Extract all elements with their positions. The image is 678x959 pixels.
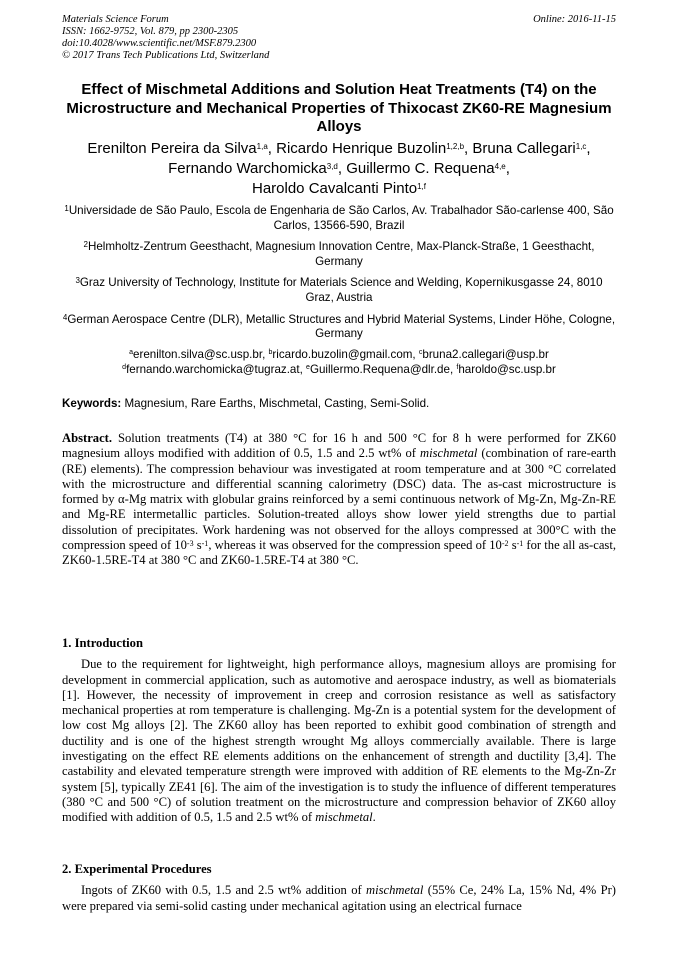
affiliation: $^2$Helmholtz-Zentrum Geesthacht, Magnesium Innovation Centre, Max-Planck-Straße, 1 Geesthacht, Germany xyxy=(83,240,595,268)
author: Haroldo Cavalcanti Pinto$^{1,f}$ xyxy=(252,180,426,197)
section-introduction xyxy=(62,636,616,826)
section-experimental xyxy=(62,862,616,914)
journal-name: Materials Science Forum xyxy=(62,14,169,25)
paper-title: Effect of Mischmetal Additions and Solution Heat Treatments (T4) on the Microstructure and Mechanical Properties of Thixocast ZK60-RE Magnesium Alloys xyxy=(66,81,612,135)
keywords-label: Keywords: xyxy=(62,397,122,410)
page-header xyxy=(62,14,616,62)
issn: ISSN: 1662-9752, Vol. 879, pp 2300-2305 xyxy=(62,26,239,37)
author-list xyxy=(52,139,626,199)
journal-info xyxy=(62,14,269,62)
online-date: Online: 2016-11-15 xyxy=(533,14,616,25)
author: Erenilton Pereira da Silva$^{1,a}$, xyxy=(87,140,277,157)
author: Guillermo C. Requena$^{4,e}$, xyxy=(346,160,510,177)
affiliation: $^4$German Aerospace Centre (DLR), Metallic Structures and Hybrid Material Systems, Linder Höhe, Cologne, Germany xyxy=(62,312,616,341)
paragraph: Due to the requirement for lightweight, high performance alloys, magnesium alloys are promising for development in commercial application, such as automotive and aerospace industry, as well as biomaterials [1]. However, the necessity of improvement in creep and corrosion resistance as well as satisfactory mechanical properties at rom temperature is challenging. Mg-Zn is a potential system for the development of low cost Mg alloys [2]. The ZK60 alloy has been reported to exhibit good combination of strength and ductility and is one of the highest strength wrought Mg alloys commercially available. There is large investigating on the effect RE elements additions on the enhancement of strength and ductility [3,4]. The castability and elevated temperature strength were improved with addition of RE elements to the Mg-Zn-Zr system [5], typically ZE41 [6]. The aim of the investigation is to study the influence of different temperatures (380 °C and 500 °C) of solution treatment on the microstructure and compression behavior of ZK60 alloy modified with addition of 0.5, 1.5 and 2.5 wt% of mischmetal. xyxy=(62,657,616,825)
author: Bruna Callegari$^{1,c}$, xyxy=(472,140,591,157)
section-heading: 2. Experimental Procedures xyxy=(62,862,212,876)
keywords-text: Magnesium, Rare Earths, Mischmetal, Casting, Semi-Solid. xyxy=(121,397,430,410)
email-list xyxy=(62,348,616,377)
abstract: Abstract. Solution treatments (T4) at 380 °C for 16 h and 500 °C for 8 h were performed for ZK60 magnesium alloys modified with addition of 0.5, 1.5 and 2.5 wt% of mischmetal (combination of rare-earth (RE) elements). The compression behaviour was investigated at room temperature and at 300 °C correlated with the microstructure and differential scanning calorimetry (DSC) data. The as-cast microstructure is formed by α-Mg matrix with globular grains reinforced by a semi continuous network of Mg-Zn, Mg-Zn-RE and Mg-RE intermetallic particles. Solution-treated alloys show lower yield strengths due to partial dissolution of precipitates. Work hardening was not observed for the alloys compressed at 300°C with the compression speed of $10^{-3}$ $s^{-1}$, whereas it was observed for the compression speed of $10^{-2}$ $s^{-1}$ for the all as-cast, ZK60-1.5RE-T4 at 380 °C and ZK60-1.5RE-T4 at 380 °C. xyxy=(62,431,616,568)
keywords xyxy=(62,397,616,411)
section-heading: 1. Introduction xyxy=(62,636,143,650)
email[interactable]: $^b$ricardo.buzolin@gmail.com, xyxy=(268,348,419,361)
email[interactable]: $^e$Guillermo.Requena@dlr.de, xyxy=(306,362,457,376)
author: Fernando Warchomicka$^{3,d}$, xyxy=(168,160,347,177)
email[interactable]: $^f$haroldo@sc.usp.br xyxy=(456,362,556,376)
paragraph: Ingots of ZK60 with 0.5, 1.5 and 2.5 wt% addition of mischmetal (55% Ce, 24% La, 15% Nd, 4% Pr) were prepared via semi-solid casting under mechanical agitation using an electrical furnace xyxy=(62,883,616,913)
abstract-label: Abstract. xyxy=(62,431,113,445)
author: Ricardo Henrique Buzolin$^{1,2,b}$, xyxy=(276,140,473,157)
email[interactable]: $^a$erenilton.silva@sc.usp.br, xyxy=(129,348,269,361)
affiliations xyxy=(62,204,616,349)
affiliation: $^1$Universidade de São Paulo, Escola de Engenharia de São Carlos, Av. Trabalhador São-carlense 400, São Carlos, 13566-590, Brazil xyxy=(64,204,614,232)
doi: doi:10.4028/www.scientific.net/MSF.879.2300 xyxy=(62,38,257,49)
email[interactable]: $^d$fernando.warchomicka@tugraz.at, xyxy=(122,362,307,376)
copyright: © 2017 Trans Tech Publications Ltd, Switzerland xyxy=(62,50,270,61)
email[interactable]: $^c$bruna2.callegari@usp.br xyxy=(418,348,549,361)
affiliation: $^3$Graz University of Technology, Institute for Materials Science and Welding, Kopernikusgasse 24, 8010 Graz, Austria xyxy=(75,276,603,304)
